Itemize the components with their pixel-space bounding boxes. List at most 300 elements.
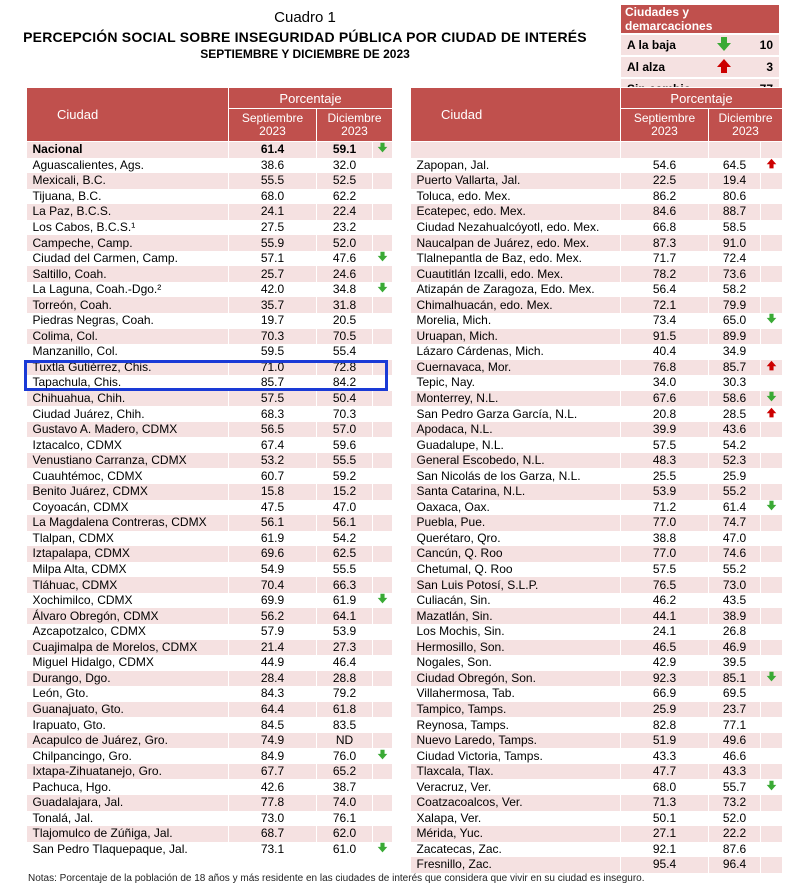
cuadro-label: Cuadro 1	[274, 9, 336, 26]
city-cell: Ciudad Juárez, Chih.	[27, 406, 229, 422]
sept-value-cell: 68.7	[229, 826, 317, 842]
table-row	[27, 842, 393, 858]
sept-value-cell: 34.0	[621, 375, 709, 391]
column-header-sept: Septiembre 2023	[621, 109, 709, 142]
table-row	[27, 220, 393, 236]
table-row	[27, 204, 393, 220]
dic-value-cell: 43.3	[709, 764, 761, 780]
dic-value-cell: 58.6	[709, 391, 761, 407]
table-row	[27, 484, 393, 500]
sept-value-cell: 84.5	[229, 717, 317, 733]
city-cell: Iztapalapa, CDMX	[27, 546, 229, 562]
table-row	[411, 562, 783, 578]
city-cell: Venustiano Carranza, CDMX	[27, 453, 229, 469]
trend-cell	[373, 717, 393, 733]
sept-value-cell: 73.1	[229, 842, 317, 858]
dic-value-cell: 69.5	[709, 686, 761, 702]
table-row	[411, 282, 783, 298]
trend-cell	[373, 748, 393, 764]
sept-value-cell: 92.1	[621, 842, 709, 858]
table-row	[27, 142, 393, 158]
trend-cell	[761, 313, 783, 329]
trend-cell	[761, 842, 783, 858]
sept-value-cell: 86.2	[621, 189, 709, 205]
sept-value-cell: 38.6	[229, 158, 317, 174]
sept-value-cell: 67.6	[621, 391, 709, 407]
table-row	[411, 531, 783, 547]
column-header-dic: Diciembre 2023	[709, 109, 783, 142]
table-row	[411, 344, 783, 360]
trend-cell	[761, 795, 783, 811]
table-row	[411, 329, 783, 345]
sept-value-cell: 78.2	[621, 266, 709, 282]
sept-value-cell: 68.3	[229, 406, 317, 422]
city-cell: Morelia, Mich.	[411, 313, 621, 329]
dic-value-cell: 55.5	[317, 562, 373, 578]
city-cell: Nuevo Laredo, Tamps.	[411, 733, 621, 749]
city-cell: Tlaxcala, Tlax.	[411, 764, 621, 780]
sept-value-cell: 27.5	[229, 220, 317, 236]
dic-value-cell: 59.6	[317, 437, 373, 453]
trend-cell	[761, 344, 783, 360]
trend-cell	[761, 422, 783, 438]
dic-value-cell: 72.4	[709, 251, 761, 267]
trend-cell	[373, 764, 393, 780]
trend-cell	[373, 608, 393, 624]
city-cell: Zacatecas, Zac.	[411, 842, 621, 858]
city-cell: Guadalajara, Jal.	[27, 795, 229, 811]
table-row	[411, 468, 783, 484]
table-row	[411, 764, 783, 780]
sept-value-cell: 84.3	[229, 686, 317, 702]
dic-value-cell: 54.2	[317, 531, 373, 547]
city-cell: Villahermosa, Tab.	[411, 686, 621, 702]
dic-value-cell: 72.8	[317, 360, 373, 376]
table-row	[27, 468, 393, 484]
trend-cell	[373, 251, 393, 267]
dic-value-cell: 38.9	[709, 608, 761, 624]
dic-value-cell: 65.2	[317, 764, 373, 780]
trend-cell	[373, 842, 393, 858]
trend-cell	[373, 220, 393, 236]
sept-value-cell	[621, 142, 709, 158]
sept-value-cell: 68.0	[229, 189, 317, 205]
table-row	[27, 500, 393, 516]
sept-value-cell: 55.9	[229, 235, 317, 251]
city-cell: Tlalpan, CDMX	[27, 531, 229, 547]
trend-cell	[373, 282, 393, 298]
sept-value-cell: 24.1	[621, 624, 709, 640]
table-row	[411, 251, 783, 267]
sept-value-cell: 64.4	[229, 702, 317, 718]
sept-value-cell: 50.1	[621, 811, 709, 827]
dic-value-cell: 34.9	[709, 344, 761, 360]
table-row	[27, 235, 393, 251]
trend-cell	[373, 266, 393, 282]
city-cell: Chimalhuacán, edo. Mex.	[411, 297, 621, 313]
trend-cell	[761, 282, 783, 298]
dic-value-cell: 62.0	[317, 826, 373, 842]
table-row	[27, 515, 393, 531]
sept-value-cell: 21.4	[229, 640, 317, 656]
sept-value-cell: 44.1	[621, 608, 709, 624]
dic-value-cell: 70.5	[317, 329, 373, 345]
city-cell: Monterrey, N.L.	[411, 391, 621, 407]
dic-value-cell: 55.2	[709, 562, 761, 578]
trend-cell	[373, 702, 393, 718]
dic-value-cell: 53.9	[317, 624, 373, 640]
table-row	[411, 857, 783, 873]
city-cell: La Paz, B.C.S.	[27, 204, 229, 220]
table-row	[27, 562, 393, 578]
sept-value-cell: 76.8	[621, 360, 709, 376]
table-row	[411, 515, 783, 531]
table-row	[411, 235, 783, 251]
trend-cell	[761, 251, 783, 267]
dic-value-cell: 61.9	[317, 593, 373, 609]
city-cell	[411, 142, 621, 158]
city-cell: Nacional	[27, 142, 229, 158]
city-cell: Cuautitlán Izcalli, edo. Mex.	[411, 266, 621, 282]
city-cell: Puebla, Pue.	[411, 515, 621, 531]
dic-value-cell: ND	[317, 733, 373, 749]
sept-value-cell: 25.5	[621, 468, 709, 484]
trend-cell	[373, 811, 393, 827]
sept-value-cell: 92.3	[621, 671, 709, 687]
table-row	[411, 826, 783, 842]
trend-cell	[373, 437, 393, 453]
dic-value-cell: 96.4	[709, 857, 761, 873]
table-row	[411, 453, 783, 469]
city-cell: Gustavo A. Madero, CDMX	[27, 422, 229, 438]
city-cell: San Nicolás de los Garza, N.L.	[411, 468, 621, 484]
trend-cell	[761, 406, 783, 422]
city-cell: Chetumal, Q. Roo	[411, 562, 621, 578]
legend-baja-value: 10	[743, 34, 779, 56]
table-row	[411, 748, 783, 764]
trend-cell	[761, 764, 783, 780]
sept-value-cell: 19.7	[229, 313, 317, 329]
table-row	[27, 655, 393, 671]
sept-value-cell: 27.1	[621, 826, 709, 842]
city-cell: Puerto Vallarta, Jal.	[411, 173, 621, 189]
sept-value-cell: 54.9	[229, 562, 317, 578]
trend-cell	[761, 204, 783, 220]
sept-value-cell: 43.3	[621, 748, 709, 764]
trend-cell	[373, 655, 393, 671]
table-row	[411, 406, 783, 422]
city-cell: Mazatlán, Sin.	[411, 608, 621, 624]
dic-value-cell: 52.3	[709, 453, 761, 469]
sept-value-cell: 69.9	[229, 593, 317, 609]
city-cell: Manzanillo, Col.	[27, 344, 229, 360]
city-cell: Uruapan, Mich.	[411, 329, 621, 345]
sept-value-cell: 95.4	[621, 857, 709, 873]
dic-value-cell: 87.6	[709, 842, 761, 858]
table-row	[27, 624, 393, 640]
sept-value-cell: 66.8	[621, 220, 709, 236]
trend-cell	[373, 795, 393, 811]
right-table	[410, 87, 783, 873]
city-cell: Ciudad Victoria, Tamps.	[411, 748, 621, 764]
city-cell: San Pedro Garza García, N.L.	[411, 406, 621, 422]
trend-cell	[761, 608, 783, 624]
dic-value-cell: 58.2	[709, 282, 761, 298]
trend-cell	[761, 826, 783, 842]
column-header-porcentaje: Porcentaje	[229, 88, 393, 109]
column-header-city: Ciudad	[411, 88, 621, 142]
dic-value-cell: 49.6	[709, 733, 761, 749]
dic-value-cell: 15.2	[317, 484, 373, 500]
trend-cell	[761, 484, 783, 500]
dic-value-cell: 76.1	[317, 811, 373, 827]
dic-value-cell: 59.2	[317, 468, 373, 484]
city-cell: General Escobedo, N.L.	[411, 453, 621, 469]
sept-value-cell: 56.5	[229, 422, 317, 438]
city-cell: Álvaro Obregón, CDMX	[27, 608, 229, 624]
trend-cell	[761, 686, 783, 702]
trend-cell	[373, 173, 393, 189]
dic-value-cell: 79.2	[317, 686, 373, 702]
city-cell: Cuajimalpa de Morelos, CDMX	[27, 640, 229, 656]
city-cell: Durango, Dgo.	[27, 671, 229, 687]
table-row	[27, 437, 393, 453]
trend-cell	[373, 531, 393, 547]
table-row	[411, 220, 783, 236]
dic-value-cell: 55.7	[709, 779, 761, 795]
trend-cell	[373, 391, 393, 407]
city-cell: Zapopan, Jal.	[411, 158, 621, 174]
city-cell: Mérida, Yuc.	[411, 826, 621, 842]
city-cell: Cuauhtémoc, CDMX	[27, 468, 229, 484]
trend-cell	[761, 671, 783, 687]
dic-value-cell: 80.6	[709, 189, 761, 205]
trend-cell	[373, 500, 393, 516]
sept-value-cell: 67.4	[229, 437, 317, 453]
sept-value-cell: 67.7	[229, 764, 317, 780]
city-cell: Tijuana, B.C.	[27, 189, 229, 205]
dic-value-cell: 52.0	[317, 235, 373, 251]
table-row	[411, 577, 783, 593]
sept-value-cell: 15.8	[229, 484, 317, 500]
city-cell: La Laguna, Coah.-Dgo.²	[27, 282, 229, 298]
trend-cell	[373, 484, 393, 500]
sept-value-cell: 73.0	[229, 811, 317, 827]
trend-cell	[373, 468, 393, 484]
sept-value-cell: 56.2	[229, 608, 317, 624]
city-cell: Nogales, Son.	[411, 655, 621, 671]
table-row	[411, 437, 783, 453]
city-cell: Fresnillo, Zac.	[411, 857, 621, 873]
trend-cell	[761, 329, 783, 345]
table-row	[27, 297, 393, 313]
arrow-down-icon	[766, 391, 777, 402]
column-header-porcentaje: Porcentaje	[621, 88, 783, 109]
trend-cell	[761, 220, 783, 236]
city-cell: Querétaro, Qro.	[411, 531, 621, 547]
sept-value-cell: 61.9	[229, 531, 317, 547]
dic-value-cell: 55.2	[709, 484, 761, 500]
table-row	[411, 593, 783, 609]
table-row	[411, 189, 783, 205]
table-row	[411, 733, 783, 749]
sept-value-cell: 60.7	[229, 468, 317, 484]
title-block	[0, 8, 610, 62]
table-row	[27, 391, 393, 407]
arrow-down-icon	[377, 251, 388, 262]
table-row	[27, 313, 393, 329]
trend-cell	[761, 779, 783, 795]
sept-value-cell: 42.6	[229, 779, 317, 795]
dic-value-cell: 84.2	[317, 375, 373, 391]
sept-value-cell: 46.2	[621, 593, 709, 609]
trend-cell	[373, 562, 393, 578]
arrow-down-icon	[766, 780, 777, 791]
dic-value-cell: 19.4	[709, 173, 761, 189]
city-cell: Irapuato, Gto.	[27, 717, 229, 733]
trend-cell	[761, 624, 783, 640]
city-cell: Lázaro Cárdenas, Mich.	[411, 344, 621, 360]
city-cell: Ciudad Obregón, Son.	[411, 671, 621, 687]
trend-cell	[761, 453, 783, 469]
sept-value-cell: 35.7	[229, 297, 317, 313]
sept-value-cell: 91.5	[621, 329, 709, 345]
dic-value-cell: 56.1	[317, 515, 373, 531]
column-header-sept: Septiembre 2023	[229, 109, 317, 142]
dic-value-cell: 79.9	[709, 297, 761, 313]
dic-value-cell: 55.4	[317, 344, 373, 360]
trend-cell	[373, 142, 393, 158]
dic-value-cell: 39.5	[709, 655, 761, 671]
sept-value-cell: 77.0	[621, 515, 709, 531]
dic-value-cell: 58.5	[709, 220, 761, 236]
table-row	[27, 608, 393, 624]
dic-value-cell: 65.0	[709, 313, 761, 329]
dic-value-cell: 46.4	[317, 655, 373, 671]
city-cell: Cancún, Q. Roo	[411, 546, 621, 562]
dic-value-cell: 73.2	[709, 795, 761, 811]
city-cell: Coatzacoalcos, Ver.	[411, 795, 621, 811]
table-row	[411, 484, 783, 500]
table-row	[411, 671, 783, 687]
city-cell: Ciudad Nezahualcóyotl, edo. Mex.	[411, 220, 621, 236]
trend-cell	[373, 686, 393, 702]
city-cell: Toluca, edo. Mex.	[411, 189, 621, 205]
table-row	[27, 344, 393, 360]
trend-cell	[761, 640, 783, 656]
trend-cell	[761, 748, 783, 764]
city-cell: Aguascalientes, Ags.	[27, 158, 229, 174]
city-cell: Azcapotzalco, CDMX	[27, 624, 229, 640]
table-row	[27, 764, 393, 780]
table-row	[27, 158, 393, 174]
table-row	[411, 266, 783, 282]
trend-cell	[373, 733, 393, 749]
sept-value-cell: 71.0	[229, 360, 317, 376]
dic-value-cell: 23.2	[317, 220, 373, 236]
city-cell: Milpa Alta, CDMX	[27, 562, 229, 578]
table-row	[27, 593, 393, 609]
trend-cell	[373, 826, 393, 842]
city-cell: Culiacán, Sin.	[411, 593, 621, 609]
sept-value-cell: 47.7	[621, 764, 709, 780]
table-row	[411, 500, 783, 516]
dic-value-cell: 76.0	[317, 748, 373, 764]
dic-value-cell: 73.0	[709, 577, 761, 593]
trend-cell	[761, 360, 783, 376]
sept-value-cell: 68.0	[621, 779, 709, 795]
trend-cell	[761, 297, 783, 313]
arrow-down-icon	[377, 593, 388, 604]
trend-cell	[373, 453, 393, 469]
arrow-down-icon	[377, 842, 388, 853]
sept-value-cell: 56.1	[229, 515, 317, 531]
city-cell: Tonalá, Jal.	[27, 811, 229, 827]
trend-cell	[373, 422, 393, 438]
trend-cell	[373, 779, 393, 795]
sept-value-cell: 69.6	[229, 546, 317, 562]
dic-value-cell: 43.5	[709, 593, 761, 609]
city-cell: Guanajuato, Gto.	[27, 702, 229, 718]
dic-value-cell: 61.0	[317, 842, 373, 858]
trend-cell	[761, 515, 783, 531]
table-row	[411, 391, 783, 407]
table-row	[411, 686, 783, 702]
arrow-down-icon	[766, 313, 777, 324]
city-cell: Chilpancingo, Gro.	[27, 748, 229, 764]
table-row	[27, 546, 393, 562]
sept-value-cell: 48.3	[621, 453, 709, 469]
city-cell: Tampico, Tamps.	[411, 702, 621, 718]
legend-baja-label: A la baja	[621, 34, 705, 56]
table-row	[411, 811, 783, 827]
sept-value-cell: 85.7	[229, 375, 317, 391]
sept-value-cell: 57.9	[229, 624, 317, 640]
city-cell: Ecatepec, edo. Mex.	[411, 204, 621, 220]
trend-cell	[761, 142, 783, 158]
table-row	[27, 422, 393, 438]
left-table	[26, 87, 393, 857]
city-cell: Mexicali, B.C.	[27, 173, 229, 189]
sept-value-cell: 25.7	[229, 266, 317, 282]
trend-cell	[761, 500, 783, 516]
table-row	[27, 329, 393, 345]
sept-value-cell: 57.1	[229, 251, 317, 267]
sept-value-cell: 77.0	[621, 546, 709, 562]
dic-value-cell: 52.5	[317, 173, 373, 189]
table-row	[27, 406, 393, 422]
table-row	[411, 717, 783, 733]
city-cell: Guadalupe, N.L.	[411, 437, 621, 453]
trend-cell	[761, 717, 783, 733]
trend-cell	[761, 266, 783, 282]
sept-value-cell: 46.5	[621, 640, 709, 656]
city-cell: León, Gto.	[27, 686, 229, 702]
table-row	[411, 313, 783, 329]
trend-cell	[373, 313, 393, 329]
city-cell: Ciudad del Carmen, Camp.	[27, 251, 229, 267]
sept-value-cell: 47.5	[229, 500, 317, 516]
dic-value-cell: 52.0	[709, 811, 761, 827]
trend-cell	[373, 577, 393, 593]
trend-cell	[761, 189, 783, 205]
city-cell: Reynosa, Tamps.	[411, 717, 621, 733]
sept-value-cell: 57.5	[621, 562, 709, 578]
trend-cell	[761, 531, 783, 547]
table-row	[27, 189, 393, 205]
city-cell: Los Cabos, B.C.S.¹	[27, 220, 229, 236]
sept-value-cell: 42.0	[229, 282, 317, 298]
